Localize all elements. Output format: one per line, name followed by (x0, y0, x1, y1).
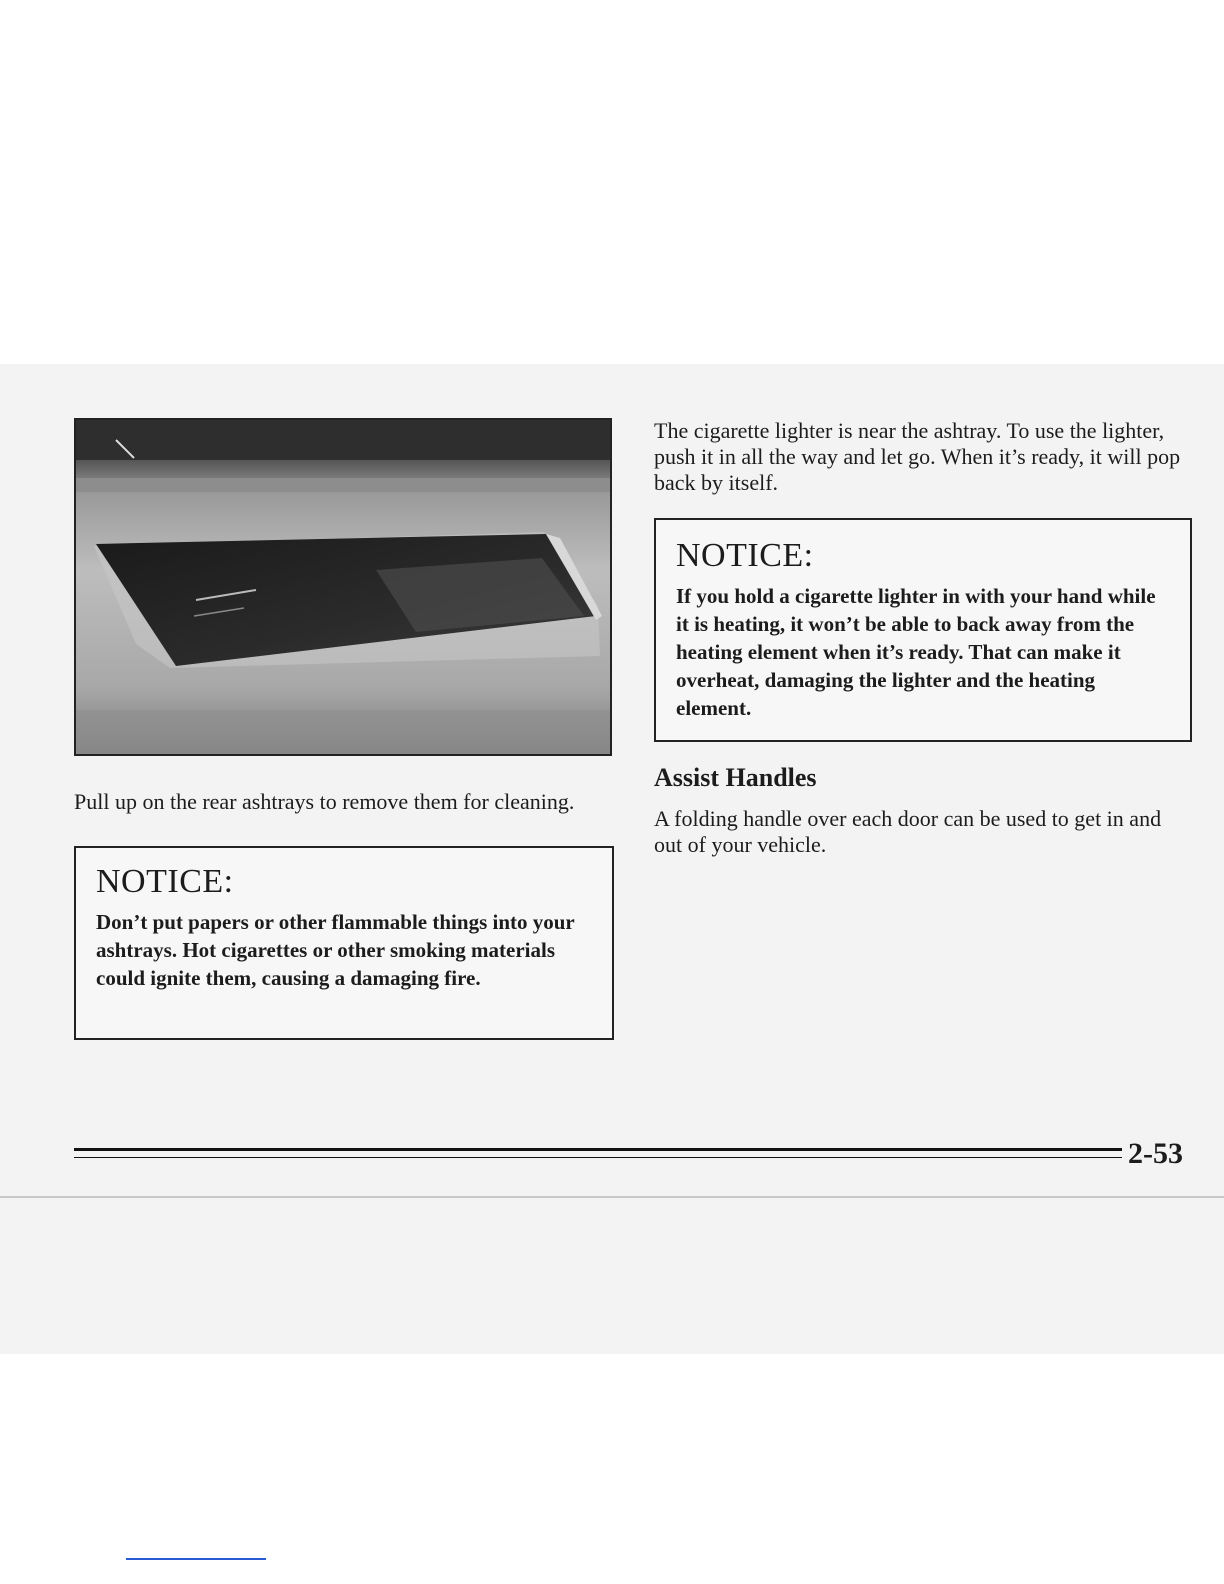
ashtray-notice-box (74, 846, 614, 1040)
notice-body: Don’t put papers or other flammable things into your ashtrays. Hot cigarettes or other smoking materials could ignite them, causing a damaging fire. (96, 910, 575, 990)
page-edge-divider (0, 1196, 1224, 1198)
footer-rule (74, 1148, 1122, 1151)
ashtray-caption: Pull up on the rear ashtrays to remove them for cleaning. (74, 789, 575, 814)
ashtray-illustration (76, 420, 610, 754)
notice-title: NOTICE: (676, 537, 814, 574)
footer-rule-thin (74, 1157, 1122, 1158)
cigarette-lighter-text: The cigarette lighter is near the ashtray. To use the lighter, push it in all the way and let go. When it’s ready, it will pop back by itself. (654, 418, 1181, 495)
assist-handles-text: A folding handle over each door can be used to get in and out of your vehicle. (654, 806, 1162, 857)
link-underline (126, 1558, 266, 1560)
lighter-notice-box (654, 518, 1192, 742)
notice-title: NOTICE: (96, 863, 234, 900)
notice-body: If you hold a cigarette lighter in with your hand while it is heating, it won’t be able to back away from the heating element when it’s ready. That can make it overheat, damaging the lighter and the heating element. (676, 584, 1156, 720)
assist-handles-heading: Assist Handles (654, 763, 817, 792)
ashtray-photo (74, 418, 612, 756)
page-number: 2-53 (1128, 1137, 1183, 1170)
